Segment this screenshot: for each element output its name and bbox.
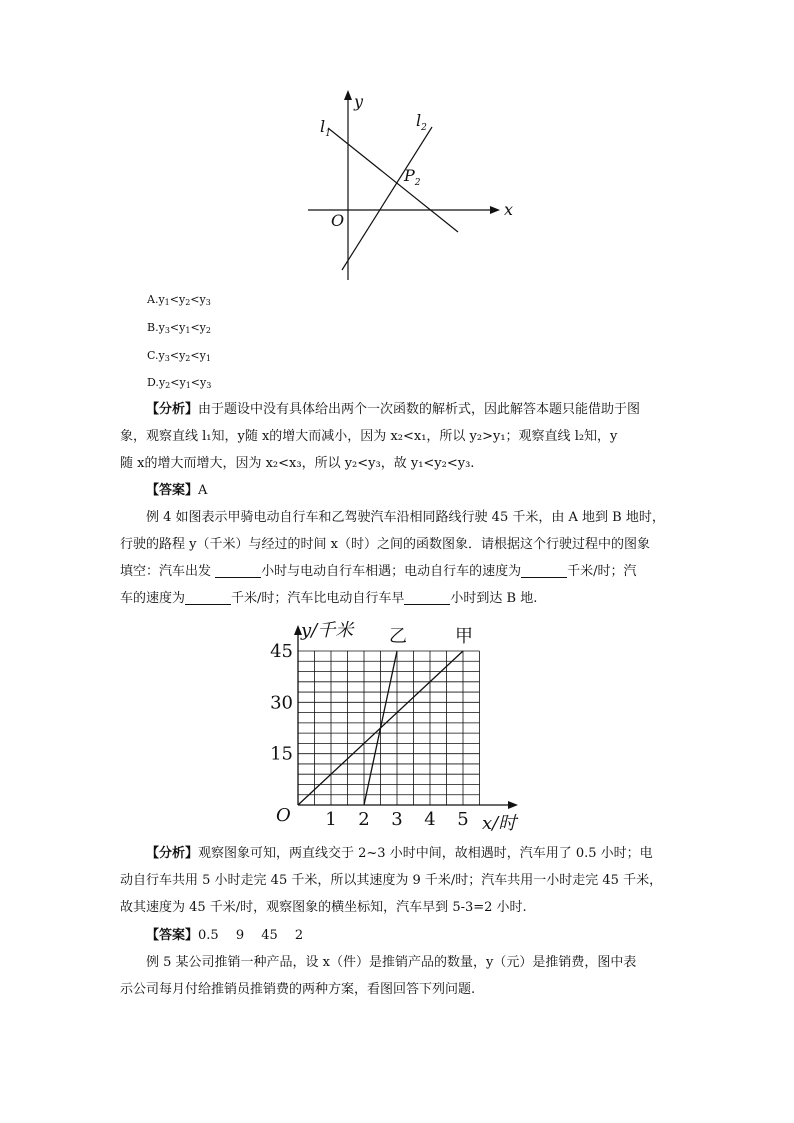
series-label-乙: 乙 — [389, 626, 407, 647]
example-5: 例 5 某公司推销一种产品，设 x（件）是推销产品的数量，y（元）是推销费，图中表 示公司每月付给推销员推销费的两种方案，看图回答下列问题. — [120, 955, 637, 997]
x-axis-label: x/时 — [482, 813, 517, 834]
fill-blank[interactable] — [404, 590, 450, 605]
example-4: 例 4 如图表示甲骑电动自行车和乙驾驶汽车沿相同路线行驶 45 千米，由 A 地到 B 地时， 行驶的路程 y（千米）与经过的时间 x（时）之间的函数图象．请根据这个行驶过程中的图象 填空：汽车出发 小时与电动自行车相遇；电动自行车的速度为 千米/时；汽 车的速度为 千米/时；汽车比电动自行车早 小时到达 B 地. — [120, 510, 665, 606]
line-l2 — [342, 127, 432, 270]
line-l2-label: $l_2$ — [416, 111, 427, 133]
x-tick-label: 4 — [424, 809, 436, 830]
x-axis-arrow-icon — [508, 801, 518, 809]
fill-blank[interactable] — [185, 590, 231, 605]
fill-blank[interactable] — [521, 563, 567, 578]
x-tick-label: 2 — [358, 809, 370, 830]
answer-1: 【答案】A — [146, 483, 208, 498]
option-b: $B.y_3<y_1<y_2$ — [147, 321, 211, 335]
origin-label: O — [276, 805, 291, 826]
x-axis-arrow-icon — [490, 206, 500, 214]
figure-two-lines — [300, 85, 530, 285]
answer-2: 【答案】0.5 9 45 2 — [146, 928, 304, 943]
x-tick-label: 3 — [391, 809, 403, 830]
series-label-甲: 甲 — [455, 626, 473, 647]
analysis-1: 【分析】由于题设中没有具体给出两个一次函数的解析式，因此解答本题只能借助于图 象，观察直线 l₁知，y随 x的增大而减小，因为 x₂<x₁，所以 y₂>y₁；观察直线 l₂知，y 随 x的增大而增大，因为 x₂<x₃，所以 y₂<y₃，故 y₁<y₂<y₃. — [120, 402, 641, 471]
x-tick-label: 5 — [457, 809, 469, 830]
y-axis-label: y — [354, 92, 364, 111]
option-d: $D.y_2<y_1<y_3$ — [147, 376, 212, 390]
point-p2-label: $P_2$ — [404, 166, 421, 188]
y-axis-arrow-icon — [344, 90, 352, 100]
line-l1-label: $l_1$ — [320, 117, 331, 139]
x-tick-label: 1 — [325, 809, 337, 830]
y-axis-label: y/千米 — [301, 620, 354, 641]
origin-label: O — [331, 211, 345, 230]
y-tick-label: 45 — [270, 641, 293, 662]
y-tick-label: 30 — [270, 692, 293, 714]
y-tick-label: 15 — [270, 743, 293, 765]
distance-time-chart — [265, 615, 535, 840]
x-axis-label: x — [504, 200, 514, 219]
option-c: $C.y_3<y_2<y_1$ — [147, 349, 211, 363]
fill-blank[interactable] — [215, 563, 261, 578]
option-a: $A.y_1<y_2<y_3$ — [147, 293, 211, 307]
analysis-2: 【分析】观察图象可知，两直线交于 2~3 小时中间，故相遇时，汽车用了 0.5 小时；电 动自行车共用 5 小时走完 45 千米，所以其速度为 9 千米/时；汽车共用一小时走完 45 千米， 故其速度为 45 千米/时，观察图象的横坐标知，汽车早到 5-3=2 小时. — [120, 846, 663, 915]
analysis-tag: 【分析】 — [146, 402, 199, 417]
